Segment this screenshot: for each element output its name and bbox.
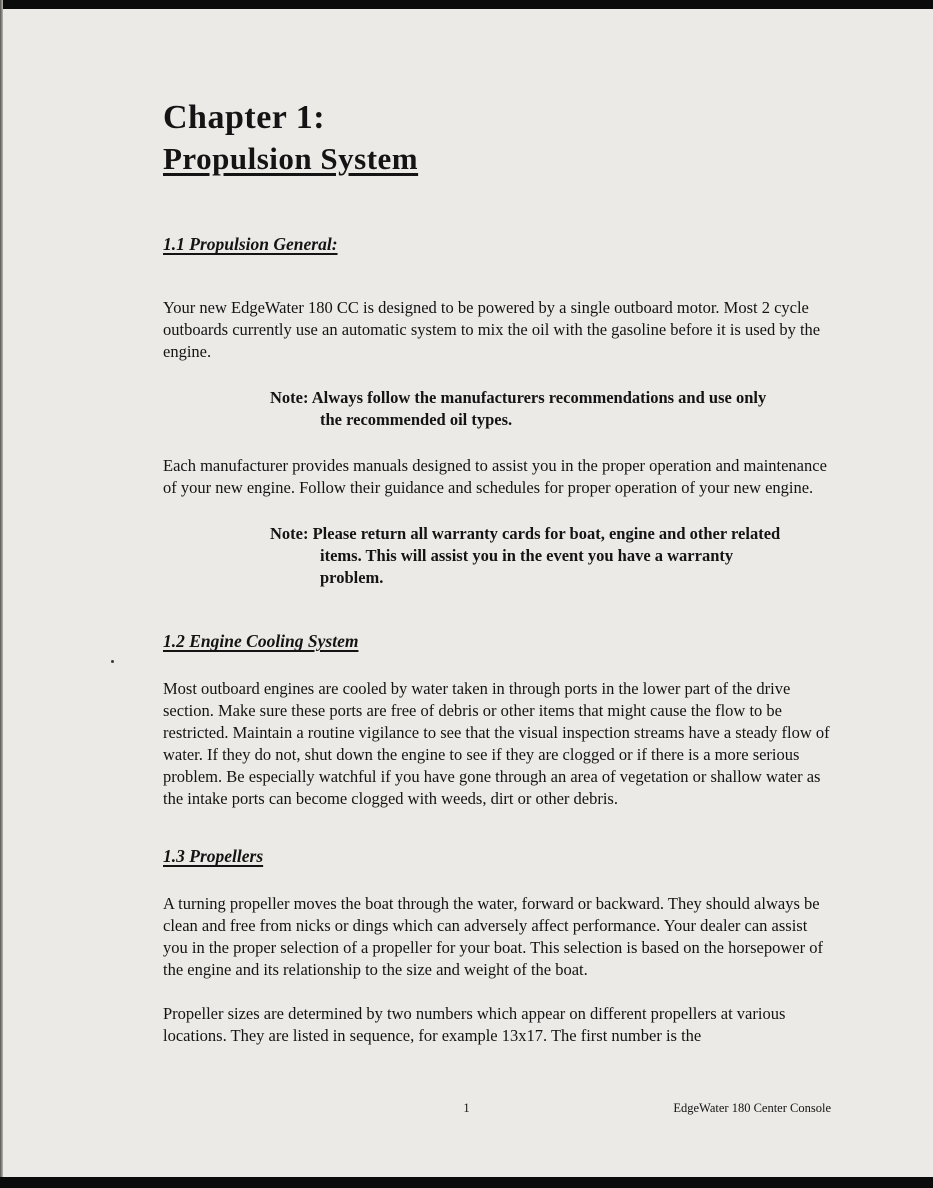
paragraph: Each manufacturer provides manuals designed to assist you in the proper operation and maintenance of your new engine. Follow their guidance and schedules for proper operation of your new engine. xyxy=(163,456,827,498)
chapter-title-line1: Chapter 1: xyxy=(163,99,326,136)
chapter-title xyxy=(163,97,831,178)
chapter-title-line2: Propulsion System xyxy=(163,140,419,176)
page-number: 1 xyxy=(463,1101,470,1115)
scan-artifact-left-edge xyxy=(0,0,3,1188)
note-block: Note: Please return all warranty cards for boat, engine and other related items. This will assist you in the event you have a warranty problem. xyxy=(270,524,781,588)
paragraph: A turning propeller moves the boat through the water, forward or backward. They should always be clean and free from nicks or dings which can adversely affect performance. Your dealer can assist you in the proper selection of a propeller for your boat. This selection is based on the horsepower of the engine and its relationship to the size and weight of the boat. xyxy=(163,894,823,980)
note-block: Note: Always follow the manufacturers recommendations and use only the recommended oil types. xyxy=(270,388,767,430)
scan-artifact-dot xyxy=(111,660,114,663)
paragraph: Most outboard engines are cooled by water taken in through ports in the lower part of the drive section. Make sure these ports are free of debris or other items that might cause the flow to be restricted. Maintain a routine vigilance to see that the visual inspection streams have a steady flow of water. If they do not, shut down the engine to see if they are clogged or if there is a more serious problem. Be especially watchful if you have gone through an area of vegetation or shallow water as the intake ports can become clogged with weeds, dirt or other debris. xyxy=(163,679,830,809)
section-heading-propellers: 1.3 Propellers xyxy=(163,846,264,867)
paragraph: Propeller sizes are determined by two numbers which appear on different propellers at various locations. They are listed in sequence, for example 13x17. The first number is the xyxy=(163,1004,786,1046)
page-content xyxy=(163,0,831,1047)
paragraph: Your new EdgeWater 180 CC is designed to be powered by a single outboard motor. Most 2 cycle outboards currently use an automatic system to mix the oil with the gasoline before it is used by the engine. xyxy=(163,298,821,362)
scan-artifact-bottom-bar xyxy=(0,1177,933,1188)
section-heading-engine-cooling: 1.2 Engine Cooling System xyxy=(163,631,359,652)
page-footer xyxy=(0,1101,933,1121)
footer-doc-title: EdgeWater 180 Center Console xyxy=(673,1101,831,1115)
section-heading-propulsion-general: 1.1 Propulsion General: xyxy=(163,234,338,255)
